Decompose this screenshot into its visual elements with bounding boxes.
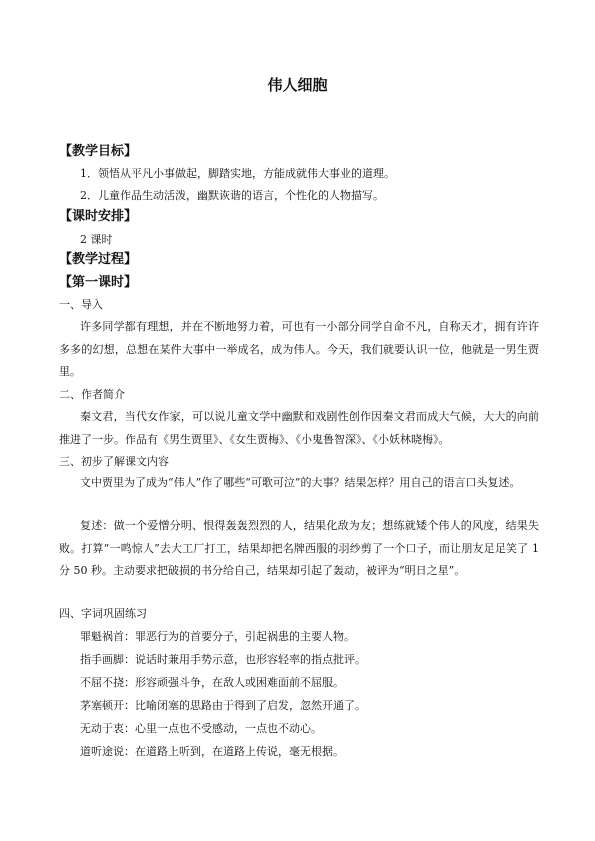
- vocab-item: 指手画脚：说话时兼用手势示意，也形容轻率的指点批评。: [80, 653, 366, 666]
- section-2-heading: 二、作者简介: [59, 388, 125, 401]
- vocab-item: 不屈不挠：形容顽强斗争，在敌人或困难面前不屈服。: [80, 676, 344, 689]
- goal-item-1: 1．领悟从平凡小事做起，脚踏实地，方能成就伟大事业的道理。: [80, 167, 395, 180]
- section-4-heading: 四、字词巩固练习: [59, 607, 147, 620]
- goal-item-2: 2．儿童作品生动活泼，幽默诙谐的语言，个性化的人物描写。: [80, 189, 384, 202]
- section-2-paragraph: 秦文君，当代女作家，可以说儿童文学中幽默和戏剧性创作因秦文君而成大气候，大大的向前推进了一步。作品有《男生贾里》、《女生贾梅》、《小鬼鲁智深》、《小妖林晓梅》。: [59, 410, 539, 446]
- heading-process: 【教学过程】: [59, 252, 138, 267]
- section-3-paragraph-2: 复述：做一个爱憎分明、恨得轰轰烈烈的人，结果化敌为友；想练就矮个伟人的风度，结果失败。打算“一鸣惊人”去大工厂打工，结果却把名牌西服的羽纱剪了一个口子，而让朋友足足笑了 1 分 50 秒。主动要求把破损的书分给自己，结果却引起了轰动，被评为“明日之星”。: [59, 519, 539, 577]
- heading-schedule: 【课时安排】: [59, 209, 138, 224]
- vocab-item: 道听途说：在道路上听到，在道路上传说，毫无根据。: [80, 745, 344, 758]
- schedule-text: 2 课时: [80, 233, 113, 246]
- vocab-item: 罪魁祸首：罪恶行为的首要分子，引起祸患的主要人物。: [80, 630, 355, 643]
- section-1-paragraph: 许多同学都有理想，并在不断地努力着，可也有一小部分同学自命不凡，自称天才，拥有许许多多的幻想，总想在某件大事中一举成名，成为伟人。今天，我们就要认识一位，他就是一男生贾里。: [59, 320, 539, 378]
- section-3-heading: 三、初步了解课文内容: [59, 455, 169, 468]
- vocab-item: 无动于衷：心里一点也不受感动，一点也不动心。: [80, 722, 322, 735]
- section-1-heading: 一、导入: [59, 298, 103, 311]
- section-3-paragraph-1: 文中贾里为了成为“伟人”作了哪些“可歌可泣”的大事？结果怎样？用自己的语言口头复述。: [80, 476, 521, 489]
- heading-lesson-1: 【第一课时】: [59, 275, 138, 290]
- vocab-item: 茅塞顿开：比喻闭塞的思路由于得到了启发，忽然开通了。: [80, 699, 366, 712]
- page-title: 伟人细胞: [267, 76, 328, 94]
- heading-teaching-goals: 【教学目标】: [59, 144, 138, 159]
